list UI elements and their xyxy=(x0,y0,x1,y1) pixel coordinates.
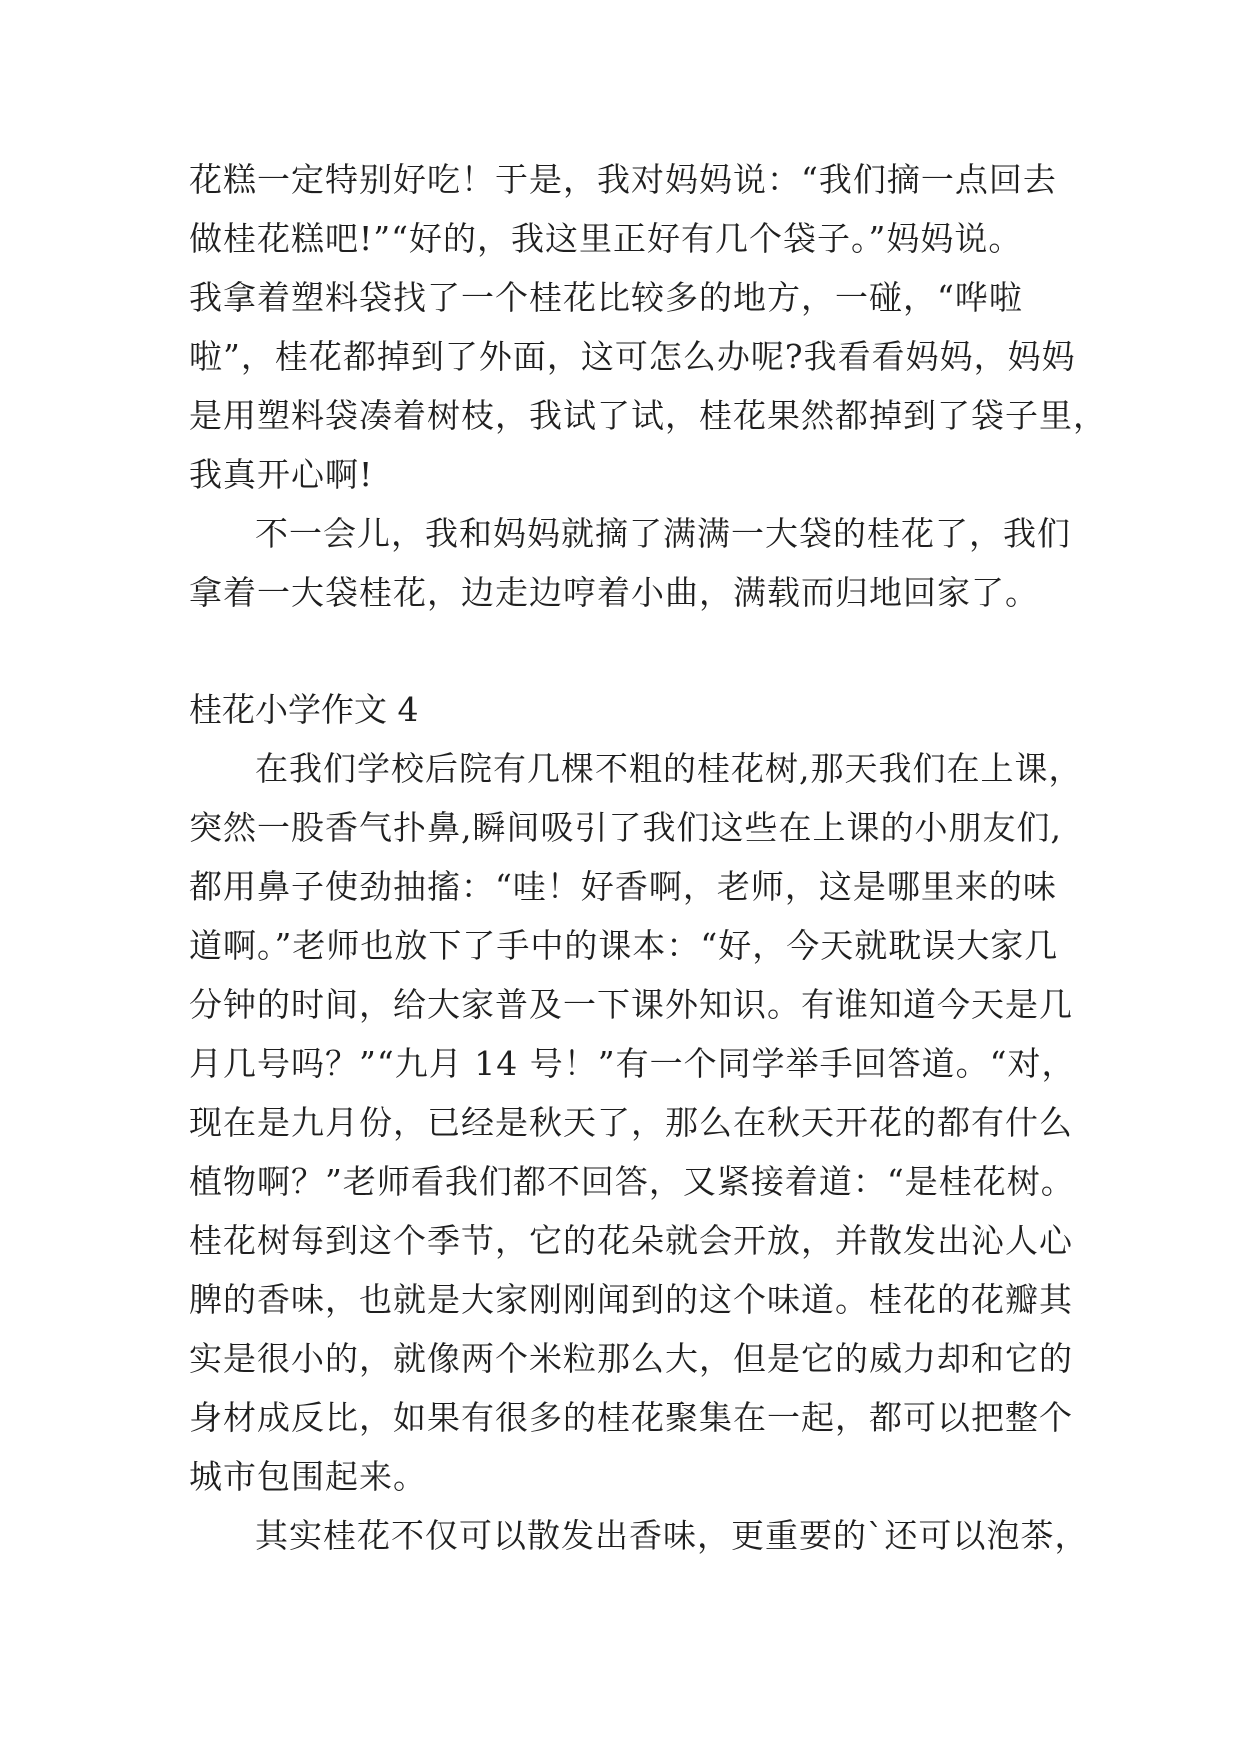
text-line: 实是很小的，就像两个米粒那么大，但是它的威力却和它的 xyxy=(189,1339,1073,1378)
text-line: 我真开心啊! xyxy=(189,455,374,494)
document-body xyxy=(189,150,1107,1565)
text-line: 都用鼻子使劲抽搐：“哇！好香啊，老师，这是哪里来的味 xyxy=(189,867,1057,906)
text-line: 做桂花糕吧!”“好的，我这里正好有几个袋子。”妈妈说。 xyxy=(189,219,1023,258)
text-line: 分钟的时间，给大家普及一下课外知识。有谁知道今天是几 xyxy=(189,985,1073,1024)
paragraph-1 xyxy=(189,150,1107,504)
text-line: 不一会儿，我和妈妈就摘了满满一大袋的桂花了，我们 xyxy=(255,514,1071,553)
paragraph-2 xyxy=(189,504,1069,622)
text-line: 啦”，桂花都掉到了外面，这可怎么办呢?我看看妈妈，妈妈 xyxy=(189,337,1076,376)
text-line: 突然一股香气扑鼻,瞬间吸引了我们这些在上课的小朋友们, xyxy=(189,808,1062,847)
text-line: 拿着一大袋桂花，边走边哼着小曲，满载而归地回家了。 xyxy=(189,573,1039,612)
text-line: 其实桂花不仅可以散发出香味，更重要的`还可以泡茶， xyxy=(255,1516,1089,1555)
text-line: 花糕一定特别好吃！于是，我对妈妈说：“我们摘一点回去 xyxy=(189,160,1057,199)
paragraph-4 xyxy=(189,1506,1089,1565)
text-line: 月几号吗？”“九月 14 号！”有一个同学举手回答道。“对， xyxy=(189,1044,1076,1083)
text-line: 道啊。”老师也放下了手中的课本：“好，今天就耽误大家几 xyxy=(189,926,1059,965)
paragraph-gap xyxy=(189,622,1069,680)
text-line: 现在是九月份，已经是秋天了，那么在秋天开花的都有什么 xyxy=(189,1103,1073,1142)
section-heading: 桂花小学作文 4 xyxy=(189,690,419,729)
text-line: 城市包围起来。 xyxy=(189,1457,427,1496)
text-line: 脾的香味，也就是大家刚刚闻到的这个味道。桂花的花瓣其 xyxy=(189,1280,1073,1319)
text-line: 在我们学校后院有几棵不粗的桂花树,那天我们在上课， xyxy=(255,749,1083,788)
text-line: 身材成反比，如果有很多的桂花聚集在一起，都可以把整个 xyxy=(189,1398,1073,1437)
text-line: 植物啊？”老师看我们都不回答，又紧接着道：“是桂花树。 xyxy=(189,1162,1075,1201)
text-line: 我拿着塑料袋找了一个桂花比较多的地方，一碰，“哗啦 xyxy=(189,278,1023,317)
text-line: 是用塑料袋凑着树枝，我试了试，桂花果然都掉到了袋子里， xyxy=(189,396,1107,435)
text-line: 桂花树每到这个季节，它的花朵就会开放，并散发出沁人心 xyxy=(189,1221,1073,1260)
paragraph-3 xyxy=(189,739,1083,1506)
